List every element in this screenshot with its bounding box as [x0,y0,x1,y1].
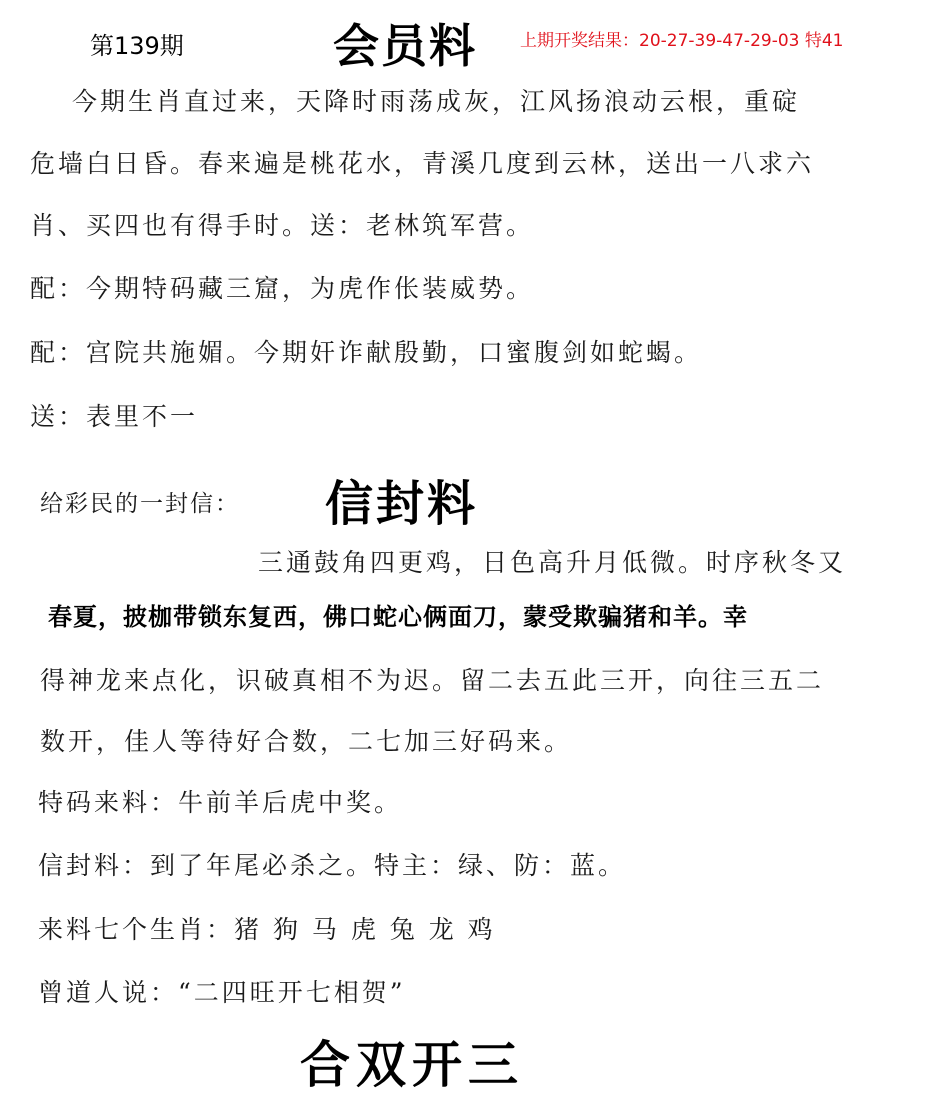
member-line-4: 配：今期特码藏三窟，为虎作伥装威势。 [30,274,535,303]
member-line-6: 送：表里不一 [30,402,199,431]
member-line-2: 危墙白日昏。春来遍是桃花水，青溪几度到云林，送出一八求六 [30,149,815,178]
envelope-line-6: 信封料：到了年尾必杀之。特主：绿、防：蓝。 [38,851,627,880]
closing-slogan: 合双开三 [300,1036,524,1094]
envelope-title: 信封料 [325,476,479,532]
envelope-line-5: 特码来料：牛前羊后虎中奖。 [38,788,403,817]
envelope-line-7: 来料七个生肖：猪 狗 马 虎 兔 龙 鸡 [38,915,496,944]
page-title: 会员料 [333,19,477,73]
envelope-line-1: 三通鼓角四更鸡，日色高升月低微。时序秋冬又 [258,548,847,577]
issue-number: 第139期 [90,32,184,60]
member-line-3: 肖、买四也有得手时。送：老林筑军营。 [30,211,535,240]
member-line-5: 配：宫院共施媚。今期奸诈献殷勤，口蜜腹剑如蛇蝎。 [30,338,703,367]
member-line-1: 今期生肖直过来，天降时雨荡成灰，江风扬浪动云根，重碇 [72,87,801,116]
envelope-intro: 给彩民的一封信： [40,491,240,517]
envelope-line-3: 得神龙来点化，识破真相不为迟。留二去五此三开，向往三五二 [40,666,825,695]
envelope-line-4: 数开，佳人等待好合数，二七加三好码来。 [40,727,573,756]
last-draw-result: 上期开奖结果：20-27-39-47-29-03 特41 [520,31,844,51]
envelope-line-8: 曾道人说：“二四旺开七相贺” [38,978,406,1007]
envelope-line-2: 春夏，披枷带锁东复西，佛口蛇心俩面刀，蒙受欺骗猪和羊。幸 [48,602,748,631]
